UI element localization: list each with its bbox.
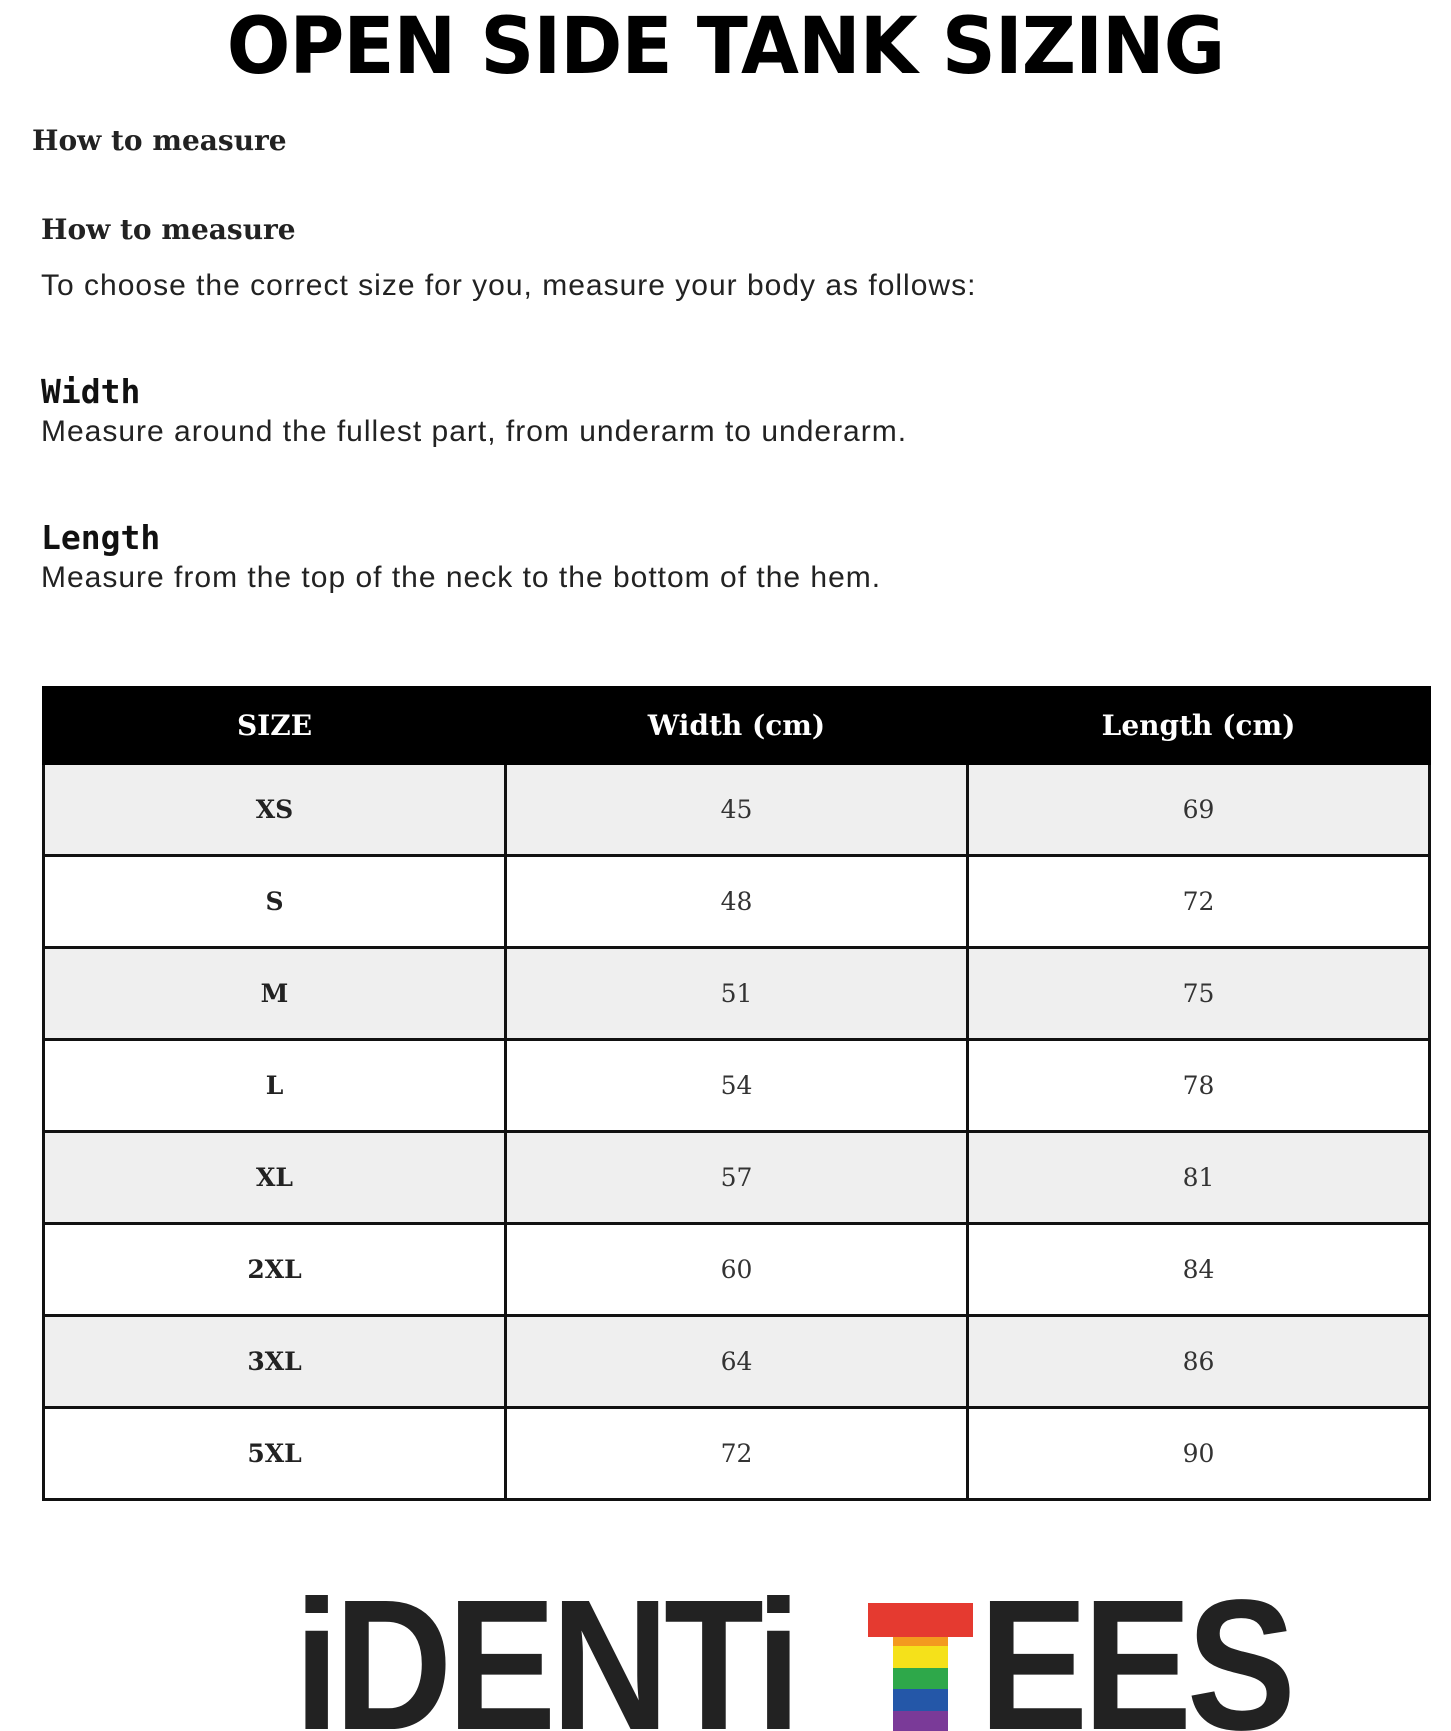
length-cell: 90 <box>968 1408 1430 1500</box>
width-title: Width <box>41 372 141 411</box>
width-cell: 54 <box>506 1040 968 1132</box>
width-description: Measure around the fullest part, from underarm to underarm. <box>41 415 908 448</box>
stripe-yellow <box>893 1646 948 1668</box>
stripe-green <box>893 1668 948 1690</box>
tee-crossbar <box>868 1603 973 1637</box>
header-length: Length (cm) <box>968 688 1430 764</box>
length-cell: 72 <box>968 856 1430 948</box>
width-cell: 64 <box>506 1316 968 1408</box>
logo-text-start: iDENTi <box>294 1595 796 1731</box>
length-cell: 81 <box>968 1132 1430 1224</box>
how-to-measure-subheading: How to measure <box>41 213 296 246</box>
table-row <box>44 1224 1430 1316</box>
width-cell: 45 <box>506 764 968 856</box>
rainbow-tee-icon <box>868 1595 973 1731</box>
width-cell: 72 <box>506 1408 968 1500</box>
length-cell: 69 <box>968 764 1430 856</box>
size-cell: L <box>44 1040 506 1132</box>
header-size: SIZE <box>44 688 506 764</box>
table-row <box>44 764 1430 856</box>
size-cell: M <box>44 948 506 1040</box>
width-cell: 60 <box>506 1224 968 1316</box>
table-row <box>44 1040 1430 1132</box>
stripe-blue <box>893 1689 948 1711</box>
width-cell: 57 <box>506 1132 968 1224</box>
size-cell: 3XL <box>44 1316 506 1408</box>
table-row <box>44 948 1430 1040</box>
header-width: Width (cm) <box>506 688 968 764</box>
table-row <box>44 1408 1430 1500</box>
how-to-measure-heading: How to measure <box>32 124 287 157</box>
size-chart-table <box>42 686 1431 1501</box>
width-cell: 51 <box>506 948 968 1040</box>
table-header-row <box>44 688 1430 764</box>
length-cell: 75 <box>968 948 1430 1040</box>
length-cell: 84 <box>968 1224 1430 1316</box>
size-cell: XL <box>44 1132 506 1224</box>
size-cell: 5XL <box>44 1408 506 1500</box>
stripe-purple <box>893 1711 948 1731</box>
logo-text-end: EES <box>979 1595 1292 1731</box>
measure-intro-text: To choose the correct size for you, measure your body as follows: <box>41 269 977 302</box>
length-cell: 78 <box>968 1040 1430 1132</box>
width-cell: 48 <box>506 856 968 948</box>
table-row <box>44 1316 1430 1408</box>
table-row <box>44 1132 1430 1224</box>
size-cell: S <box>44 856 506 948</box>
length-description: Measure from the top of the neck to the bottom of the hem. <box>41 561 882 594</box>
length-title: Length <box>41 518 161 557</box>
size-cell: 2XL <box>44 1224 506 1316</box>
page-title: OPEN SIDE TANK SIZING <box>226 2 1225 92</box>
table-row <box>44 856 1430 948</box>
size-cell: XS <box>44 764 506 856</box>
length-cell: 86 <box>968 1316 1430 1408</box>
identitees-logo <box>294 1595 1334 1731</box>
